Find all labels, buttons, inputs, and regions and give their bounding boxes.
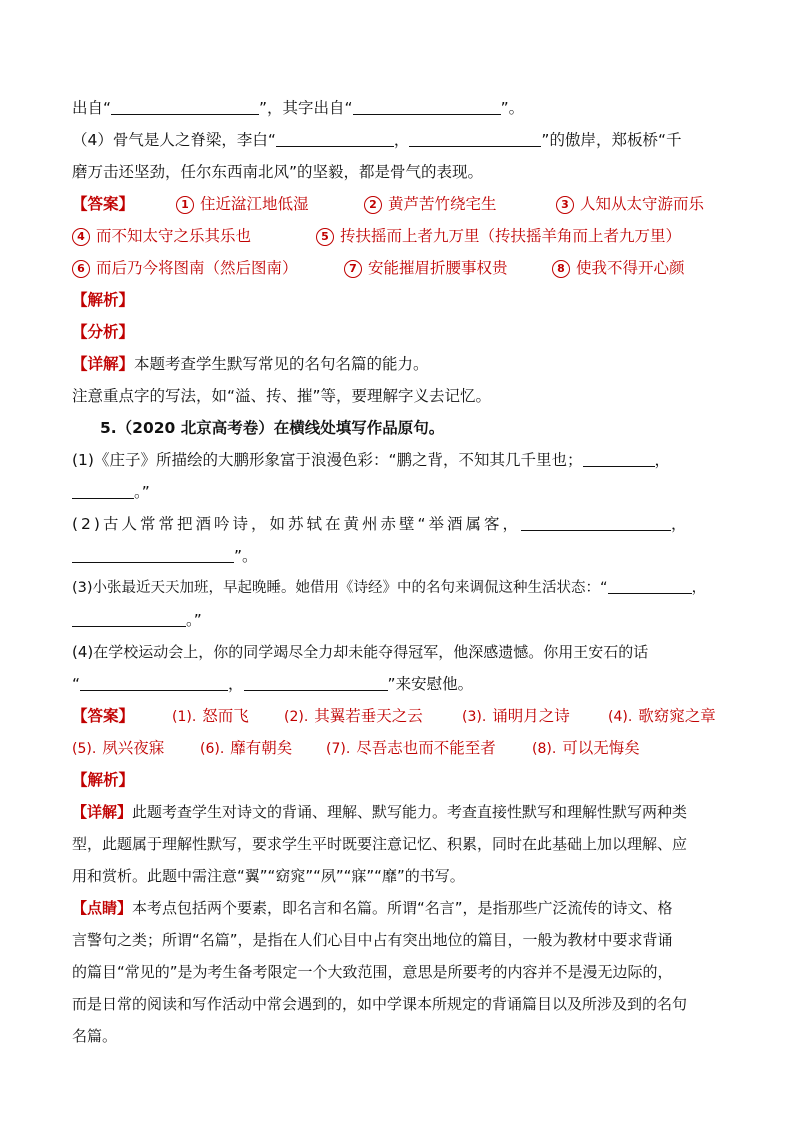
answer-item [172,700,249,733]
answer-text: 歌窈窕之章 [638,707,716,725]
text: 言警句之类；所谓“名篇”，是指在人们心目中占有突出地位的篇目，一般为教材中要求背诵 [72,931,673,949]
answer-number: (4). [608,709,633,725]
blank-line [608,575,692,594]
text: 本题考查学生默写常见的名句名篇的能力。 [134,355,429,373]
text: (2)古人常常把酒吟诗，如苏轼在黄州赤壁“举酒属客， [72,515,521,533]
q5-p3-row [72,572,722,604]
document-page [72,92,722,1052]
answer-item [608,700,716,733]
answer-number: (5). [72,741,97,757]
answer-number: (7). [326,741,351,757]
text: 出自“ [72,99,112,117]
q5-answer-row-2 [72,732,722,764]
answer-number: (3). [462,709,487,725]
q4-answer-row-2 [72,220,722,252]
dianjing-row-5 [72,1020,722,1052]
answer-number: (8). [532,741,557,757]
blank-line [583,448,655,467]
dianjing-row-4 [72,988,722,1020]
circled-number: 5 [316,228,334,246]
answer-item [72,220,251,252]
answer-item [72,252,298,284]
text: ， [228,675,244,693]
q5-p2-row-2 [72,540,722,572]
circled-number: 7 [344,260,362,278]
q4-answer-row-1 [72,188,722,220]
answer-item [552,252,685,284]
answer-text: 可以无悔矣 [562,739,640,757]
q4-line-2 [72,124,722,156]
blank-line [521,512,671,531]
text: 本考点包括两个要素，即名言和名篇。所谓“名言”，是指那些广泛流传的诗文、格 [132,899,673,917]
dianjing-row-2 [72,924,722,956]
blank-line [353,96,501,115]
text: (4)在学校运动会上，你的同学竭尽全力却未能夺得冠军，他深感遗憾。你用王安石的话 [72,643,649,661]
q5-p4-row-2 [72,668,722,700]
jiexi-label: 【解析】 [72,771,135,789]
answer-item [316,220,681,252]
answer-text: 抟扶摇而上者九万里（抟扶摇羊角而上者九万里） [340,227,682,245]
text: “ [72,675,81,693]
answer-item [364,188,497,220]
answer-label: 【答案】 [72,195,135,213]
blank-line [72,608,186,627]
text: 名篇。 [72,1027,118,1045]
q4-answer-row-3 [72,252,722,284]
fenxi-row [72,316,722,348]
answer-text: 其翼若垂天之云 [314,707,423,725]
circled-number: 6 [72,260,90,278]
q5-jiexi-row [72,764,722,796]
answer-text: 诵明月之诗 [492,707,570,725]
blank-line [244,672,388,691]
text: ， [691,580,707,596]
q5-answer-row-1 [72,700,722,732]
text: 的篇目“常见的”是为考生备考限定一个大致范围，意思是所要考的内容并不是漫无边际的， [72,963,673,981]
blank-line [276,128,394,147]
answer-item [344,252,508,284]
answer-text: 靡有朝矣 [230,739,293,757]
q5-p1-row-2 [72,476,722,508]
text: 。” [186,611,202,629]
jiexi-label: 【解析】 [72,291,135,309]
answer-text: 尽吾志也而不能至者 [356,739,496,757]
answer-text: 安能摧眉折腰事权贵 [368,259,508,277]
text: 此题考查学生对诗文的背诵、理解、默写能力。考查直接性默写和理解性默写两种类 [132,803,688,821]
text: ， [393,131,410,149]
blank-line [72,480,134,499]
text: ”来安慰他。 [387,675,474,693]
answer-item [462,700,570,733]
q5-detail-row-2 [72,828,722,860]
detail-label: 【详解】 [72,355,135,373]
answer-text: 人知从太守游而乐 [580,195,705,213]
answer-item [284,700,423,733]
answer-item [556,188,704,220]
q4-line-3 [72,156,722,188]
dianjing-label: 【点睛】 [72,899,133,917]
text: ， [654,451,671,469]
circled-number: 2 [364,196,382,214]
q4-line-1 [72,92,722,124]
text: 型，此题属于理解性默写，要求学生平时既要注意记忆、积累，同时在此基础上加以理解、应 [72,835,688,853]
detail-row [72,348,722,380]
text: （4）骨气是人之脊梁，李白“ [72,131,276,149]
answer-text: 住近湓江地低湿 [200,195,309,213]
answer-number: (1). [172,709,197,725]
answer-item [72,732,164,765]
circled-number: 4 [72,228,90,246]
q5-detail-row-3 [72,860,722,892]
answer-label: 【答案】 [72,707,135,725]
answer-text: 怒而飞 [202,707,249,725]
answer-item [176,188,309,220]
q5-title-row [72,412,722,444]
q5-p4-row [72,636,722,668]
text: 注意重点字的写法，如“溢、抟、摧”等，要理解字义去记忆。 [72,387,492,405]
answer-number: (6). [200,741,225,757]
jiexi-row [72,284,722,316]
q5-detail-row-1 [72,796,722,828]
answer-text: 而不知太守之乐其乐也 [96,227,252,245]
circled-number: 8 [552,260,570,278]
text: ， [671,515,690,533]
blank-line [409,128,541,147]
dianjing-row-1 [72,892,722,924]
text: 而是日常的阅读和写作活动中常会遇到的，如中学课本所规定的背诵篇目以及所涉及到的名句 [72,995,688,1013]
answer-text: 黄芦苦竹绕宅生 [388,195,497,213]
question-title: 5.（2020 北京高考卷）在横线处填写作品原句。 [100,419,445,437]
circled-number: 1 [176,196,194,214]
text: ”，其字出自“ [259,99,353,117]
circled-number: 3 [556,196,574,214]
q5-p2-row [72,508,722,540]
answer-item [532,732,640,765]
text: ”。 [500,99,525,117]
text: ”。 [234,547,258,565]
answer-number: (2). [284,709,309,725]
q5-p3-row-2 [72,604,722,636]
detail-label: 【详解】 [72,803,133,821]
text: (1)《庄子》所描绘的大鹏形象富于浪漫色彩：“鹏之背，不知其几千里也； [72,451,583,469]
answer-text: 使我不得开心颜 [576,259,685,277]
text: ”的傲岸，郑板桥“千 [541,131,682,149]
text: 磨万击还坚劲，任尔东西南北风”的坚毅，都是骨气的表现。 [72,163,484,181]
note-row [72,380,722,412]
dianjing-row-3 [72,956,722,988]
text: 。” [134,483,150,501]
blank-line [111,96,259,115]
q5-p1-row [72,444,722,476]
text: (3)小张最近天天加班，早起晚睡。她借用《诗经》中的名句来调侃这种生活状态：“ [72,580,608,596]
text: 用和赏析。此题中需注意“翼”“窈窕”“夙”“寐”“靡”的书写。 [72,867,465,885]
fenxi-label: 【分析】 [72,323,135,341]
answer-text: 而后乃今将图南（然后图南） [96,259,298,277]
blank-line [80,672,228,691]
answer-text: 夙兴夜寐 [102,739,165,757]
blank-line [72,544,234,563]
answer-item [326,732,496,765]
answer-item [200,732,292,765]
